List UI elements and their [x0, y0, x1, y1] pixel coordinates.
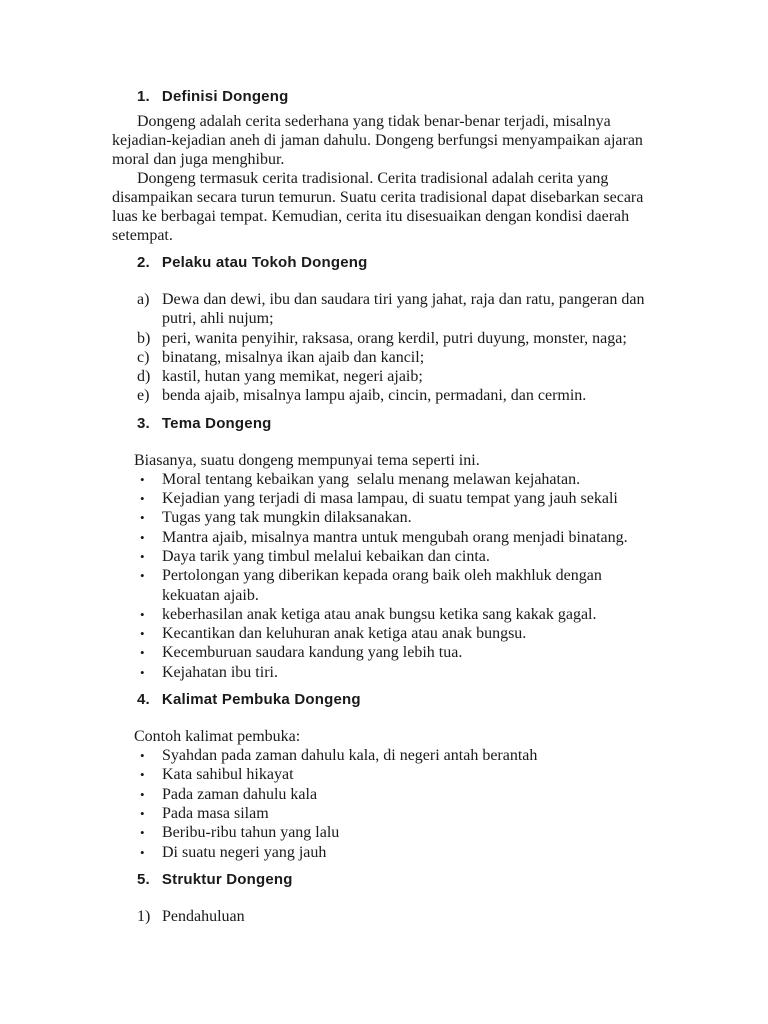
list-item-text: peri, wanita penyihir, raksasa, orang kerdil, putri duyung, monster, naga;	[162, 329, 627, 347]
bullet-text: Kata sahibul hikayat	[162, 766, 294, 784]
list-item-label: e)	[137, 387, 150, 405]
list-item-text: Dewa dan dewi, ibu dan saudara tiri yang jahat, raja dan ratu, pangeran dan putri, ahli nujum;	[162, 291, 649, 328]
bullet-item	[112, 528, 658, 547]
section-number: 4.	[137, 691, 150, 709]
bullet-item	[112, 508, 658, 527]
bullet-item	[112, 643, 658, 662]
list-item-label: a)	[137, 291, 150, 308]
list-item	[112, 290, 658, 329]
list-item-text: binatang, misalnya ikan ajaib dan kancil;	[162, 348, 425, 366]
bullet-icon: •	[140, 606, 145, 622]
section-intro: Biasanya, suatu dongeng mempunyai tema seperti ini.	[134, 451, 480, 469]
bullet-text: Tugas yang tak mungkin dilaksanakan.	[162, 509, 412, 527]
bullet-text: Daya tarik yang timbul melalui kebaikan dan cinta.	[162, 547, 490, 565]
bullet-item	[112, 624, 658, 643]
bullet-item	[112, 489, 658, 508]
section-title: Kalimat Pembuka Dongeng	[161, 691, 361, 709]
section-heading-pelaku-atau-tokoh-dongeng	[137, 254, 658, 271]
list-item-label: c)	[137, 348, 150, 366]
section-number: 1.	[137, 88, 150, 105]
bullet-icon: •	[140, 825, 145, 841]
bullet-item	[112, 470, 658, 489]
bullet-icon: •	[140, 568, 145, 584]
bullet-item	[112, 746, 658, 765]
bullet-icon: •	[140, 626, 145, 642]
bullet-text: Kecantikan dan keluhuran anak ketiga atau anak bungsu.	[162, 625, 527, 643]
list-item	[112, 386, 658, 405]
bullet-text: Di suatu negeri yang jauh	[162, 843, 327, 861]
bullet-icon: •	[140, 805, 145, 821]
list-item-text: benda ajaib, misalnya lampu ajaib, cincin, permadani, dan cermin.	[162, 387, 587, 405]
paragraph: Dongeng termasuk cerita tradisional. Cerita tradisional adalah cerita yang disampaikan secara turun temurun. Suatu cerita tradisional dapat disebarkan secara luas ke berbagai tempat. Kemudian, cerita itu disesuaikan dengan kondisi daerah setempat.	[112, 170, 648, 244]
list-item	[112, 329, 658, 348]
bullet-icon: •	[140, 529, 145, 545]
list-item	[112, 348, 658, 367]
bullet-text: Beribu-ribu tahun yang lalu	[162, 824, 340, 842]
bullet-icon: •	[140, 491, 145, 507]
section-number: 3.	[137, 414, 150, 432]
bullet-text: Kejahatan ibu tiri.	[162, 663, 278, 681]
list-item-label: 1)	[137, 907, 151, 925]
bullet-icon: •	[140, 664, 145, 680]
bullet-text: Kecemburuan saudara kandung yang lebih tua.	[162, 644, 463, 662]
section-heading-kalimat-pembuka-dongeng	[137, 691, 658, 708]
bullet-icon: •	[140, 645, 145, 661]
bullet-icon: •	[140, 844, 145, 860]
bullet-item	[112, 663, 658, 682]
list-item-label: b)	[137, 329, 151, 347]
section-number: 5.	[137, 870, 150, 888]
bullet-item	[112, 566, 658, 605]
bullet-item	[112, 765, 658, 784]
bullet-item	[112, 843, 658, 862]
bullet-text: Pertolongan yang diberikan kepada orang baik oleh makhluk dengan kekuatan ajaib.	[162, 567, 606, 604]
section-heading-tema-dongeng	[137, 415, 658, 432]
list-item-text: Pendahuluan	[162, 907, 245, 925]
bullet-text: Pada masa silam	[162, 804, 269, 822]
bullet-text: Kejadian yang terjadi di masa lampau, di suatu tempat yang jauh sekali	[162, 490, 618, 508]
alpha-list	[112, 290, 658, 406]
section-intro: Contoh kalimat pembuka:	[134, 728, 301, 746]
section-heading-struktur-dongeng	[137, 871, 658, 888]
bullet-item	[112, 785, 658, 804]
section-number: 2.	[137, 254, 150, 271]
bullet-list	[112, 746, 658, 862]
list-item	[112, 367, 658, 386]
list-item	[112, 907, 658, 926]
section-title: Struktur Dongeng	[161, 870, 293, 888]
bullet-text: Pada zaman dahulu kala	[162, 785, 318, 803]
bullet-item	[112, 804, 658, 823]
bullet-icon: •	[140, 767, 145, 783]
section-title: Definisi Dongeng	[161, 88, 289, 105]
bullet-text: Syahdan pada zaman dahulu kala, di negeri antah berantah	[162, 747, 538, 765]
list-item-label: d)	[137, 368, 151, 386]
bullet-list	[112, 470, 658, 682]
bullet-icon: •	[140, 471, 145, 487]
bullet-text: Mantra ajaib, misalnya mantra untuk mengubah orang menjadi binatang.	[162, 528, 628, 546]
bullet-icon: •	[140, 748, 145, 764]
bullet-icon: •	[140, 548, 145, 564]
bullet-item	[112, 547, 658, 566]
section-title: Pelaku atau Tokoh Dongeng	[161, 254, 368, 271]
section-title: Tema Dongeng	[161, 414, 272, 432]
bullet-item	[112, 605, 658, 624]
bullet-icon: •	[140, 510, 145, 526]
paragraph: Dongeng adalah cerita sederhana yang tidak benar-benar terjadi, misalnya kejadian-kejadian aneh di jaman dahulu. Dongeng berfungsi menyampaikan ajaran moral dan juga menghibur.	[112, 113, 647, 168]
bullet-text: keberhasilan anak ketiga atau anak bungsu ketika sang kakak gagal.	[162, 605, 597, 623]
bullet-text: Moral tentang kebaikan yang selalu menang melawan kejahatan.	[162, 470, 581, 488]
section-heading-definisi-dongeng	[137, 88, 658, 105]
bullet-icon: •	[140, 786, 145, 802]
numeric-list	[112, 907, 658, 926]
list-item-text: kastil, hutan yang memikat, negeri ajaib;	[162, 368, 423, 386]
bullet-item	[112, 823, 658, 842]
